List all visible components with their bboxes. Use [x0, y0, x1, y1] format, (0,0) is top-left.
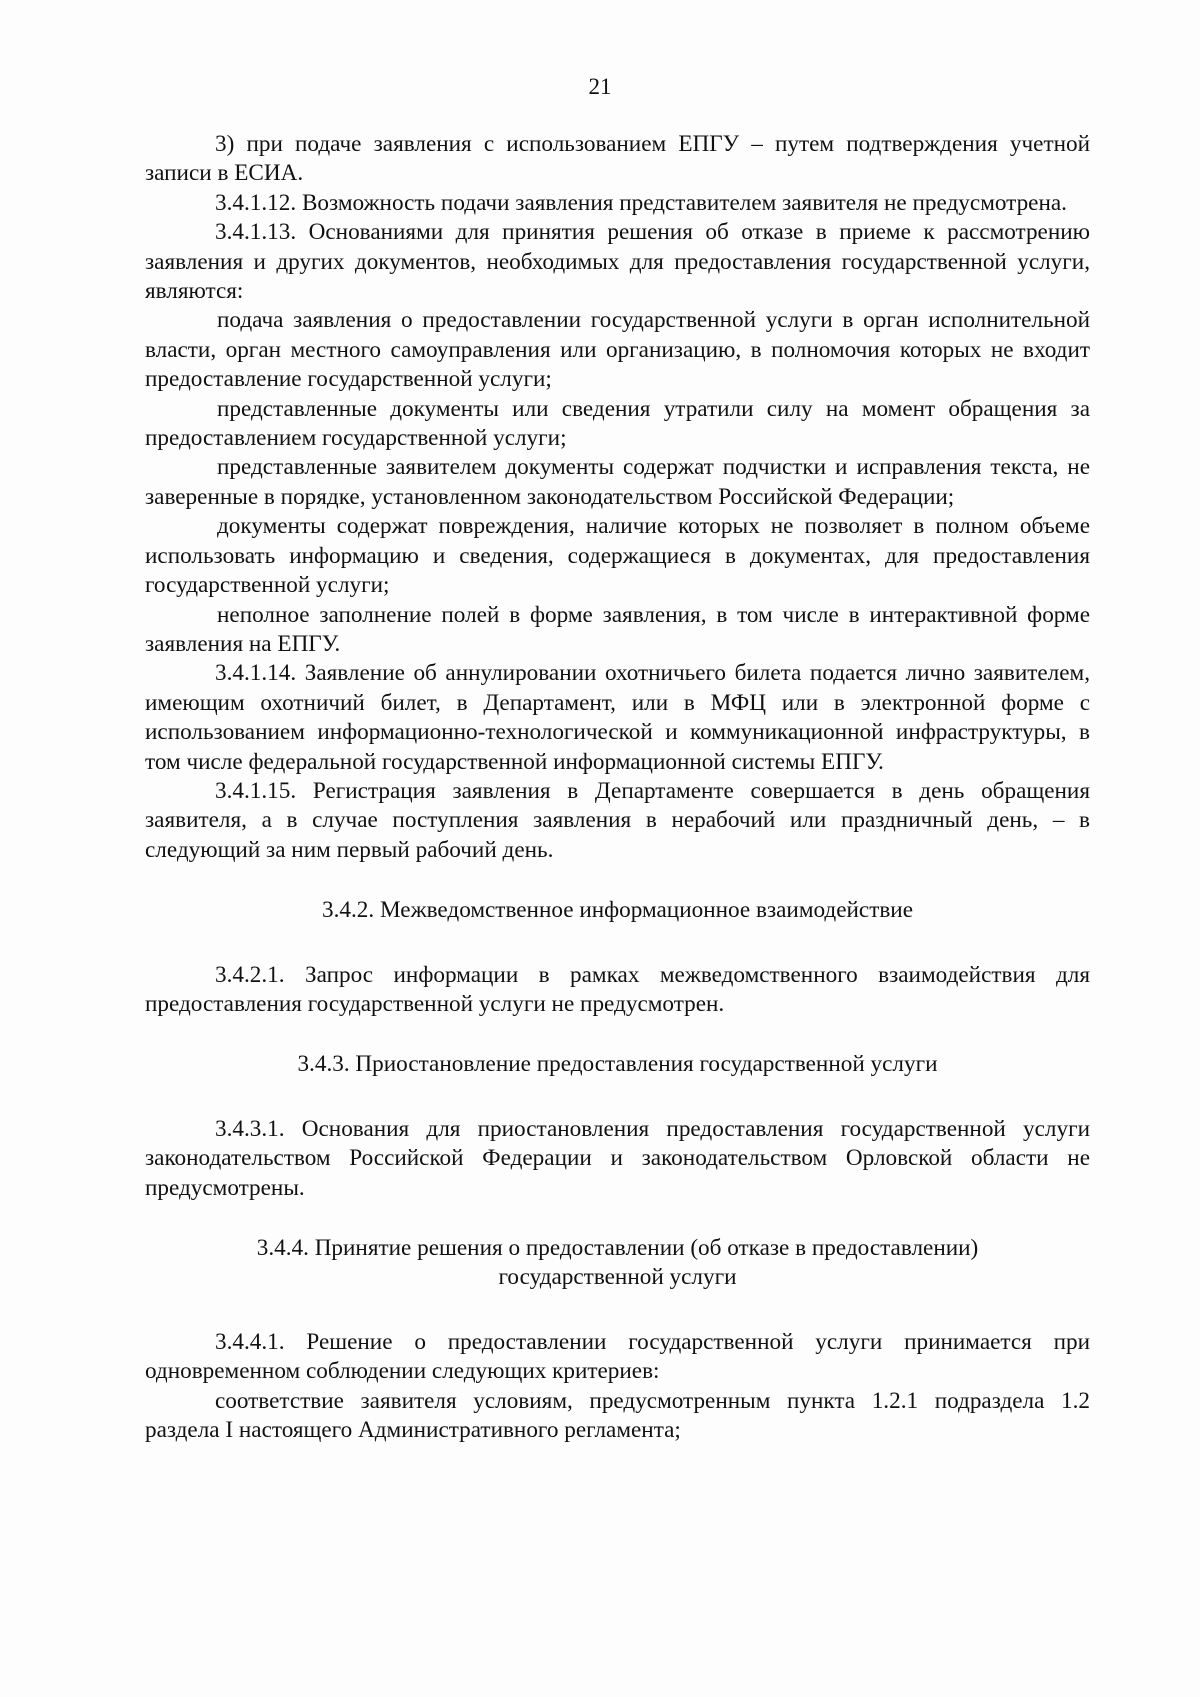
paragraph: 3.4.2.1. Запрос информации в рамках межведомственного взаимодействия для предоставления государственной услуги не предусмотрен. [145, 961, 1090, 1017]
paragraph: представленные документы или сведения утратили силу на момент обращения за предоставлением государственной услуги; [145, 395, 1090, 452]
paragraph: 3.4.3.1. Основания для приостановления предоставления государственной услуги законодательством Российской Федерации и законодательством Орловской области не предусмотрены. [145, 1115, 1090, 1201]
paragraph: соответствие заявителя условиям, предусмотренным пункта 1.2.1 подраздела 1.2 раздела I настоящего Административного регламента; [145, 1387, 1090, 1444]
section-heading [145, 1234, 1090, 1293]
paragraph: 3.4.1.14. Заявление об аннулировании охотничьего билета подается лично заявителем, имеющим охотничий билет, в Департамент, или в МФЦ или в электронной форме с использованием информационно-технологической и коммуникационной инфраструктуры, в том числе федеральной государственной информационной системы ЕПГУ. [145, 660, 1090, 775]
paragraph: представленные заявителем документы содержат подчистки и исправления текста, не заверенные в порядке, установленном законодательством Российской Федерации; [145, 454, 1090, 510]
section-heading: 3.4.3. Приостановление предоставления государственной услуги [297, 1051, 938, 1078]
paragraph: 3.4.1.13. Основаниями для принятия решения об отказе в приеме к рассмотрению заявления и других документов, необходимых для предоставления государственной услуги, являются: [145, 219, 1090, 305]
page-number: 21 [588, 74, 612, 99]
paragraph: документы содержат повреждения, наличие которых не позволяет в полном объеме использовать информацию и сведения, содержащиеся в документах, для предоставления государственной услуги; [145, 513, 1090, 599]
paragraph: 3.4.4.1. Решение о предоставлении государственной услуги принимается при одновременном соблюдении следующих критериев: [145, 1328, 1090, 1385]
document-body [145, 130, 1090, 1445]
paragraph: 3.4.1.12. Возможность подачи заявления представителем заявителя не предусмотрена. [215, 189, 1067, 216]
section-heading: 3.4.2. Межведомственное информационное взаимодействие [322, 897, 913, 924]
section-heading-line: государственной услуги [498, 1264, 737, 1291]
paragraph: 3.4.1.15. Регистрация заявления в Департаменте совершается в день обращения заявителя, а в случае поступления заявления в нерабочий или праздничный день, – в следующий за ним первый рабочий день. [145, 777, 1090, 863]
paragraph: 3) при подаче заявления с использованием ЕПГУ – путем подтверждения учетной записи в ЕСИА. [145, 131, 1090, 187]
paragraph: неполное заполнение полей в форме заявления, в том числе в интерактивной форме заявления на ЕПГУ. [145, 601, 1090, 657]
paragraph: подача заявления о предоставлении государственной услуги в орган исполнительной власти, орган местного самоуправления или организацию, в полномочия которых не входит предоставление государственной услуги; [145, 307, 1090, 393]
section-heading-line: 3.4.4. Принятие решения о предоставлении (об отказе в предоставлении) [256, 1235, 979, 1261]
